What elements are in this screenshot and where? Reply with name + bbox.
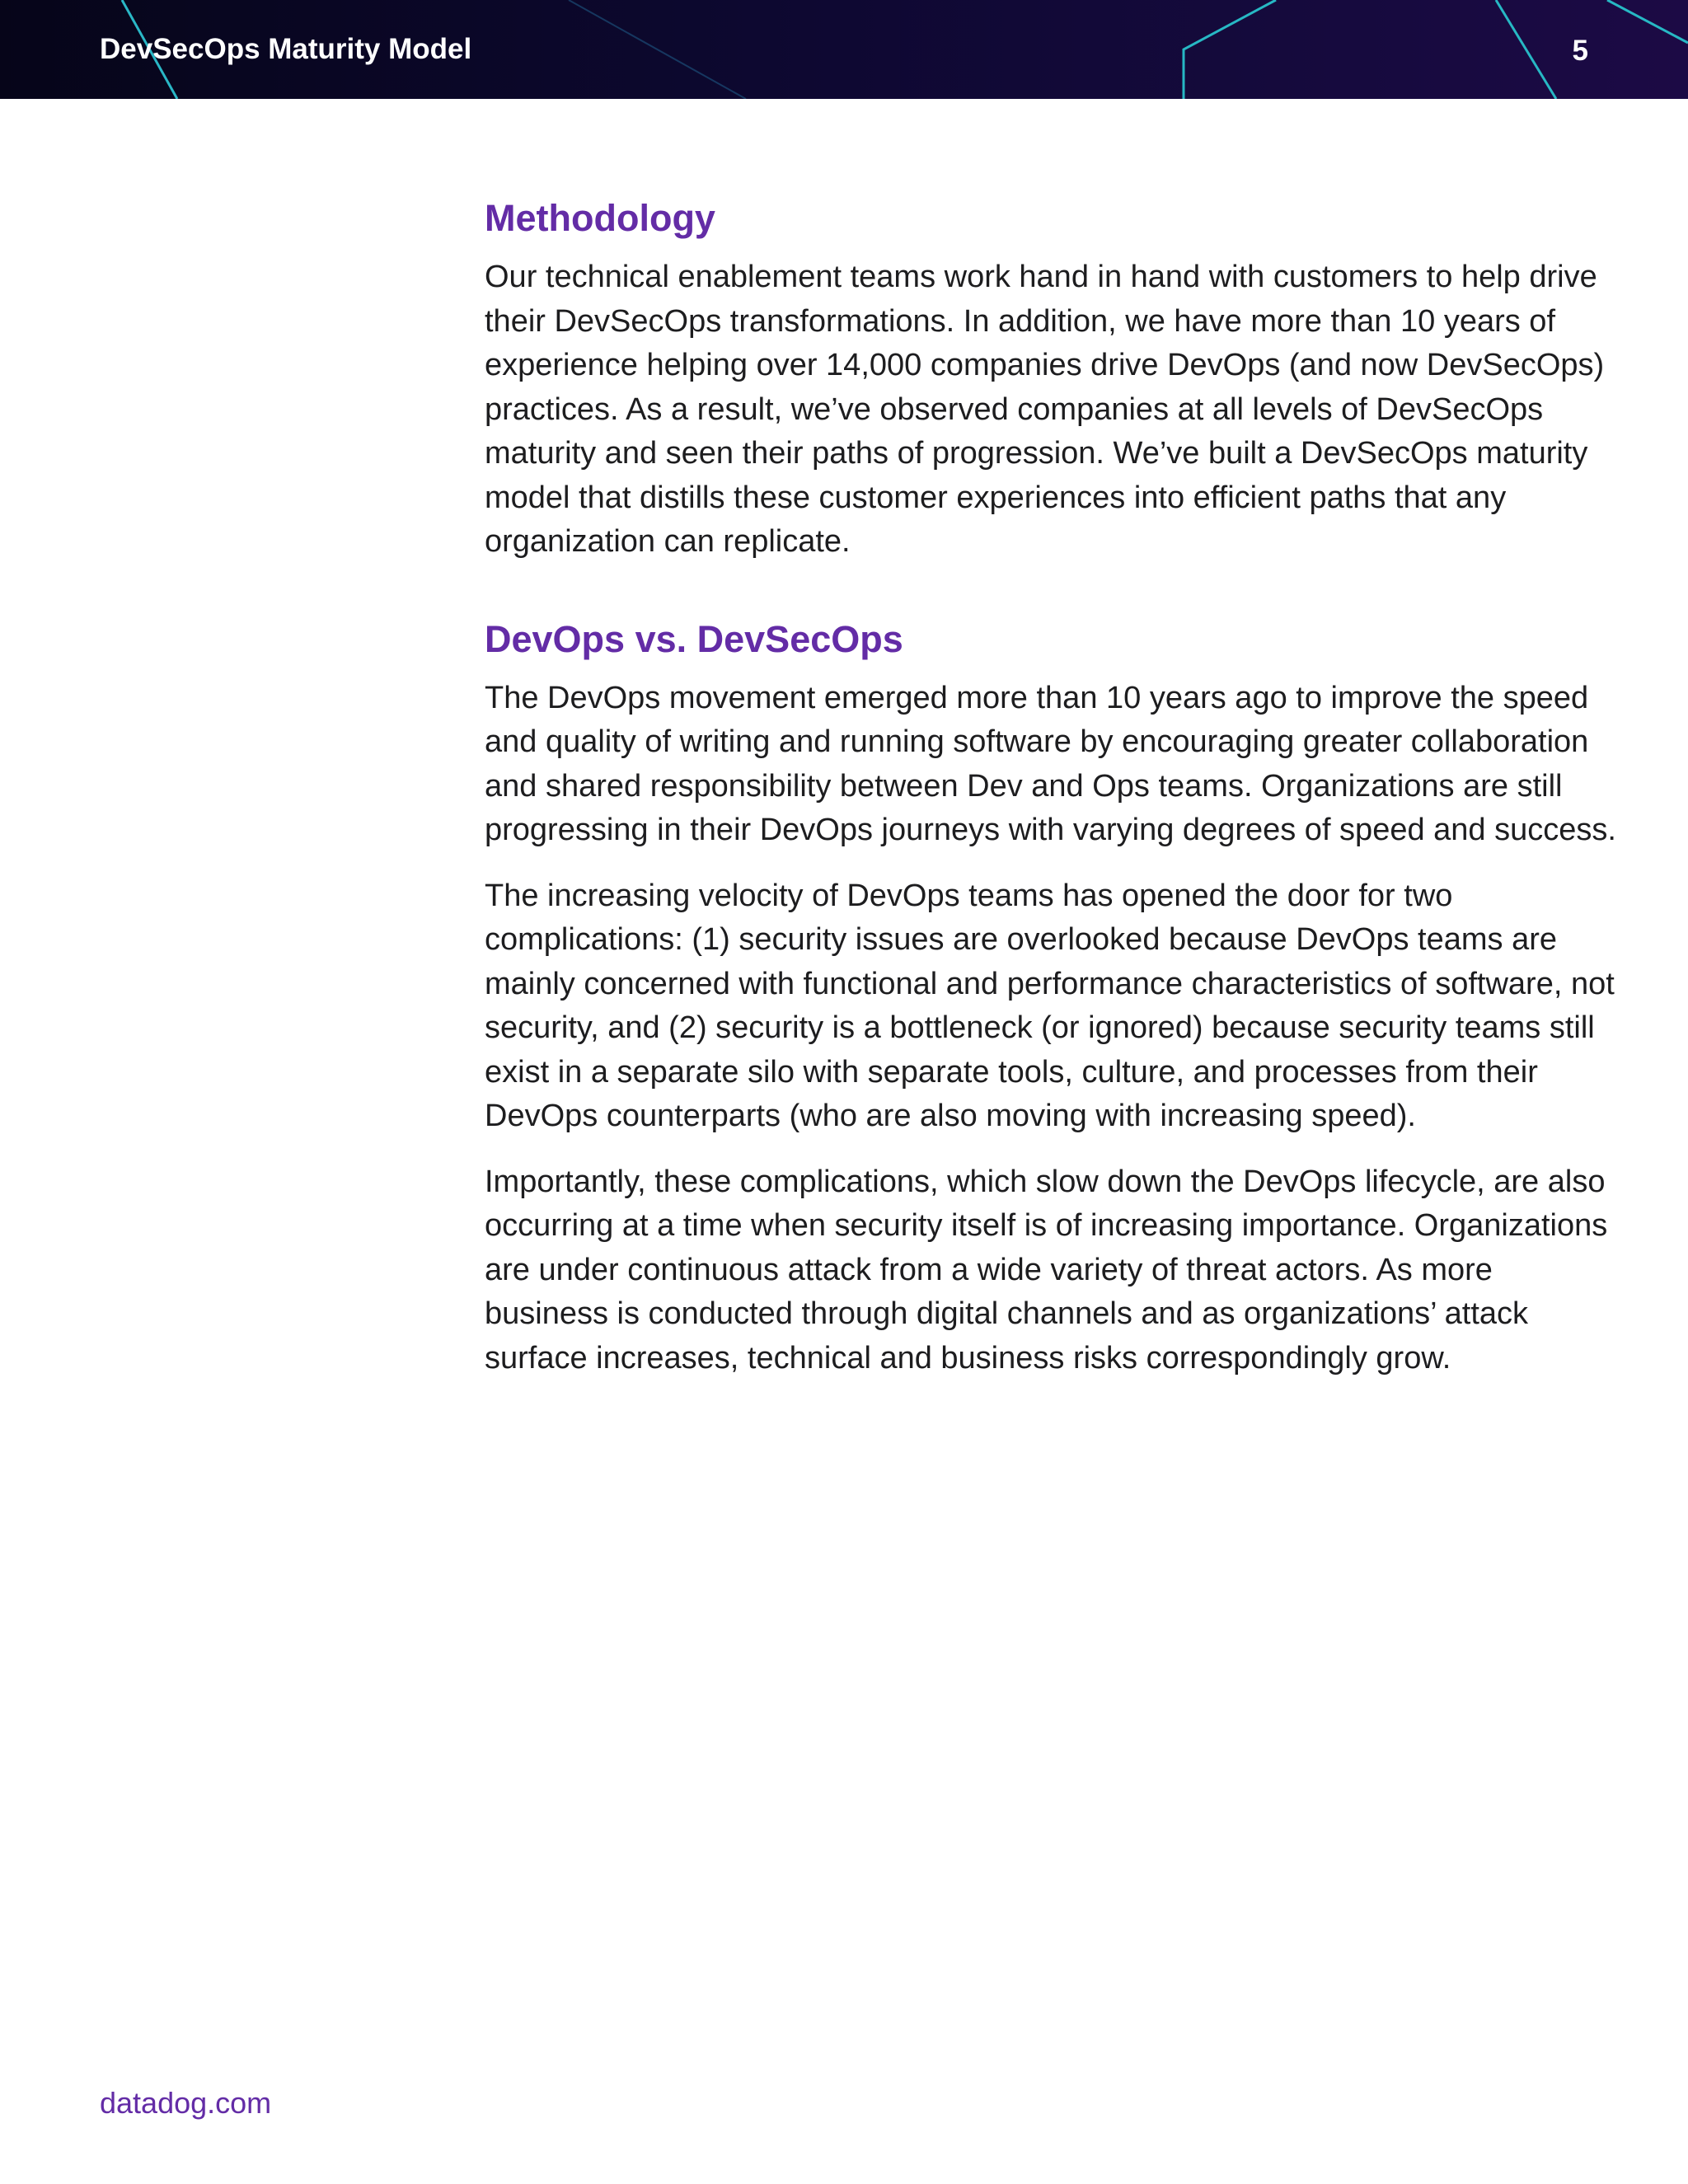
page-header: [0, 0, 1688, 99]
footer-website-link[interactable]: datadog.com: [100, 2086, 272, 2120]
paragraph: Importantly, these complications, which slow down the DevOps lifecycle, are also occurring at a time when security itself is of increasing importance. Organizations are under continuous attack from a wide variety of threat actors. As more business is conducted through digital channels and as organizations’ attack surface increases, technical and business risks correspondingly grow.: [485, 1164, 1608, 1376]
document-title: DevSecOps Maturity Model: [100, 33, 472, 65]
page-number: 5: [1572, 35, 1588, 67]
main-content: [485, 190, 1622, 1380]
section-heading: Methodology: [485, 197, 715, 239]
section-body: [485, 255, 1622, 565]
paragraph: The DevOps movement emerged more than 10 years ago to improve the speed and quality of writing and running software by encouraging greater collaboration and shared responsibility between Dev and Ops teams. Organizations are still progressing in their DevOps journeys with varying degrees of speed and success.: [485, 680, 1616, 847]
section-heading: DevOps vs. DevSecOps: [485, 617, 903, 660]
section-devops-vs-devsecops: [485, 611, 1622, 1381]
paragraph: The increasing velocity of DevOps teams has opened the door for two complications: (1) security issues are overlooked because DevOps teams are mainly concerned with functional and performance characteristics of software, not security, and (2) security is a bottleneck (or ignored) because security teams still exist in a separate silo with separate tools, culture, and processes from their DevOps counterparts (who are also moving with increasing speed).: [485, 878, 1615, 1133]
paragraph: Our technical enablement teams work hand in hand with customers to help drive their DevSecOps transformations. In addition, we have more than 10 years of experience helping over 14,000 companies drive DevOps (and now DevSecOps) practices. As a result, we’ve observed companies at all levels of DevSecOps maturity and seen their paths of progression. We’ve built a DevSecOps maturity model that distills these customer experiences into efficient paths that any organization can replicate.: [485, 260, 1605, 559]
section-body: [485, 677, 1622, 1381]
section-methodology: [485, 190, 1622, 565]
